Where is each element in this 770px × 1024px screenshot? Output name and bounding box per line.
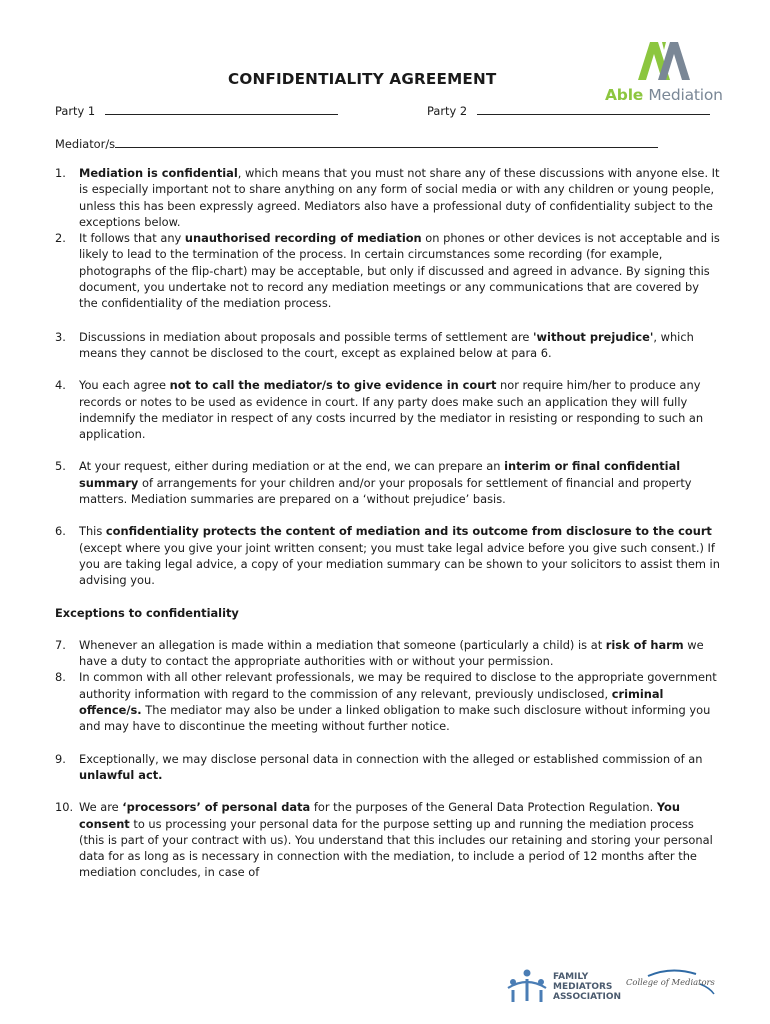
body-text: to us processing your personal data for the purpose setting up and running the mediation process (this is part of your contract with us). You understand that this includes our retaining and storing your personal data for as long as is necessary in connection with the mediation, to include a period of 12 months after the mediation concludes, in case of: [79, 816, 713, 880]
logo-word-mediation: Mediation: [648, 86, 723, 104]
list-item: [55, 165, 720, 230]
body-text: , which means that you must not share any of these discussions with anyone else. It is especially important not to share anything on any form of social media or with any children or young people, unless this has been expressly agreed. Mediators also have a professional duty of confidentiality subject to the exceptions below.: [79, 166, 720, 229]
body-text: At your request, either during mediation or at the end, we can prepare an: [79, 459, 505, 474]
party2-field: [427, 104, 710, 118]
logo-mark-icon: [636, 38, 694, 82]
body-text: on phones or other devices is not acceptable and is likely to lead to the termination of the process. In certain circumstances some recording (for example, photographs of the flip-chart) may be acceptable, but only if discussed and agreed in advance. By signing this document, you undertake not to record any mediation meetings or any communications that are covered by the confidentiality of the mediation process.: [79, 231, 720, 311]
party1-line[interactable]: [105, 113, 338, 115]
body-text: Whenever an allegation is made within a mediation that someone (particularly a child) is at: [79, 637, 606, 652]
party1-field: [55, 104, 338, 118]
body-text: We are: [79, 800, 123, 815]
item-number: 8.: [55, 670, 66, 685]
body-text: It follows that any: [79, 231, 185, 246]
emphasis-text: unauthorised recording of mediation: [184, 231, 422, 246]
item-number: 7.: [55, 637, 66, 652]
body-text: (except where you give your joint written consent; you must take legal advice before you give such consent.) If you are taking legal advice, a copy of your mediation summary can be shown to your solicitors to assist them in advising you.: [79, 540, 720, 588]
agreement-list: [55, 165, 720, 881]
exceptions-heading: Exceptions to confidentiality: [55, 605, 239, 620]
body-text: of arrangements for your children and/or your proposals for settlement of financial and property matters. Mediation summaries are prepared on a ‘without prejudice’ basis.: [79, 475, 692, 507]
emphasis-text: You consent: [79, 800, 680, 831]
item-number: 2.: [55, 231, 66, 246]
item-number: 4.: [55, 378, 66, 393]
body-text: Discussions in mediation about proposals and possible terms of settlement are: [79, 329, 534, 344]
body-text: , which means they cannot be disclosed to the court, except as explained below at para 6.: [79, 329, 694, 360]
emphasis-text: 'without prejudice': [533, 329, 654, 344]
body-text: we have a duty to contact the appropriate authorities with or without your permission.: [79, 637, 704, 669]
body-text: for the purposes of the General Data Protection Regulation.: [310, 800, 657, 815]
item-number: 10.: [55, 800, 74, 815]
emphasis-text: unlawful act.: [79, 767, 163, 782]
family-figures-icon: [505, 968, 549, 1006]
emphasis-text: criminal offence/s.: [79, 686, 664, 718]
fma-line: FAMILY: [553, 972, 589, 982]
list-item: [55, 329, 720, 362]
mediators-field: [55, 137, 658, 151]
item-number: 6.: [55, 524, 66, 539]
body-text: In common with all other relevant professionals, we may be required to disclose to the appropriate government authority information with regard to the commission of any relevant, previously undisclosed,: [79, 670, 717, 701]
fma-line: MEDIATORS: [553, 982, 613, 992]
item-number: 1.: [55, 166, 66, 180]
list-item: [55, 669, 720, 734]
mediators-label: Mediator/s: [55, 137, 116, 151]
item-number: 5.: [55, 459, 66, 474]
college-of-mediators-logo: [626, 968, 721, 998]
party2-line[interactable]: [477, 113, 710, 115]
emphasis-text: interim or final confidential summary: [79, 459, 681, 490]
emphasis-text: risk of harm: [605, 637, 684, 652]
emphasis-text: ‘processors’ of personal data: [122, 800, 311, 815]
party2-label: Party 2: [427, 104, 468, 118]
emphasis-text: confidentiality protects the content of mediation and its outcome from disclosure to the court: [105, 524, 712, 539]
body-text: You each agree: [79, 378, 170, 393]
list-item: [55, 637, 720, 670]
emphasis-text: Mediation is confidential: [79, 166, 238, 180]
list-item: [55, 523, 720, 588]
emphasis-text: not to call the mediator/s to give evidence in court: [169, 378, 497, 393]
list-item: [55, 799, 720, 880]
fma-line: ASSOCIATION: [553, 992, 622, 1002]
body-text: nor require him/her to produce any records or notes to be used as evidence in court. If any party does make such an application they will fully indemnify the mediator in respect of any costs incurred by the mediator in resisting or responding to such an application.: [79, 378, 704, 442]
able-mediation-logo: [602, 38, 732, 108]
list-item: [55, 377, 720, 442]
list-item: [55, 751, 720, 784]
page-title: CONFIDENTIALITY AGREEMENT: [228, 70, 497, 88]
fma-wordmark: [553, 972, 621, 1002]
logo-wordmark: [605, 86, 723, 104]
party1-label: Party 1: [55, 104, 96, 118]
family-mediators-association-logo: [505, 968, 622, 1008]
list-item: [55, 230, 720, 311]
body-text: Exceptionally, we may disclose personal data in connection with the alleged or established commission of an: [79, 751, 703, 766]
list-item: [55, 458, 720, 507]
item-number: 9.: [55, 751, 66, 766]
body-text: The mediator may also be under a linked obligation to make such disclosure without informing you and may have to discontinue the meeting without further notice.: [79, 703, 711, 734]
college-wordmark: College of Mediators: [626, 977, 715, 987]
mediators-line[interactable]: [115, 146, 658, 148]
item-number: 3.: [55, 329, 66, 344]
logo-word-able: Able: [605, 86, 644, 104]
body-text: This: [79, 524, 106, 539]
